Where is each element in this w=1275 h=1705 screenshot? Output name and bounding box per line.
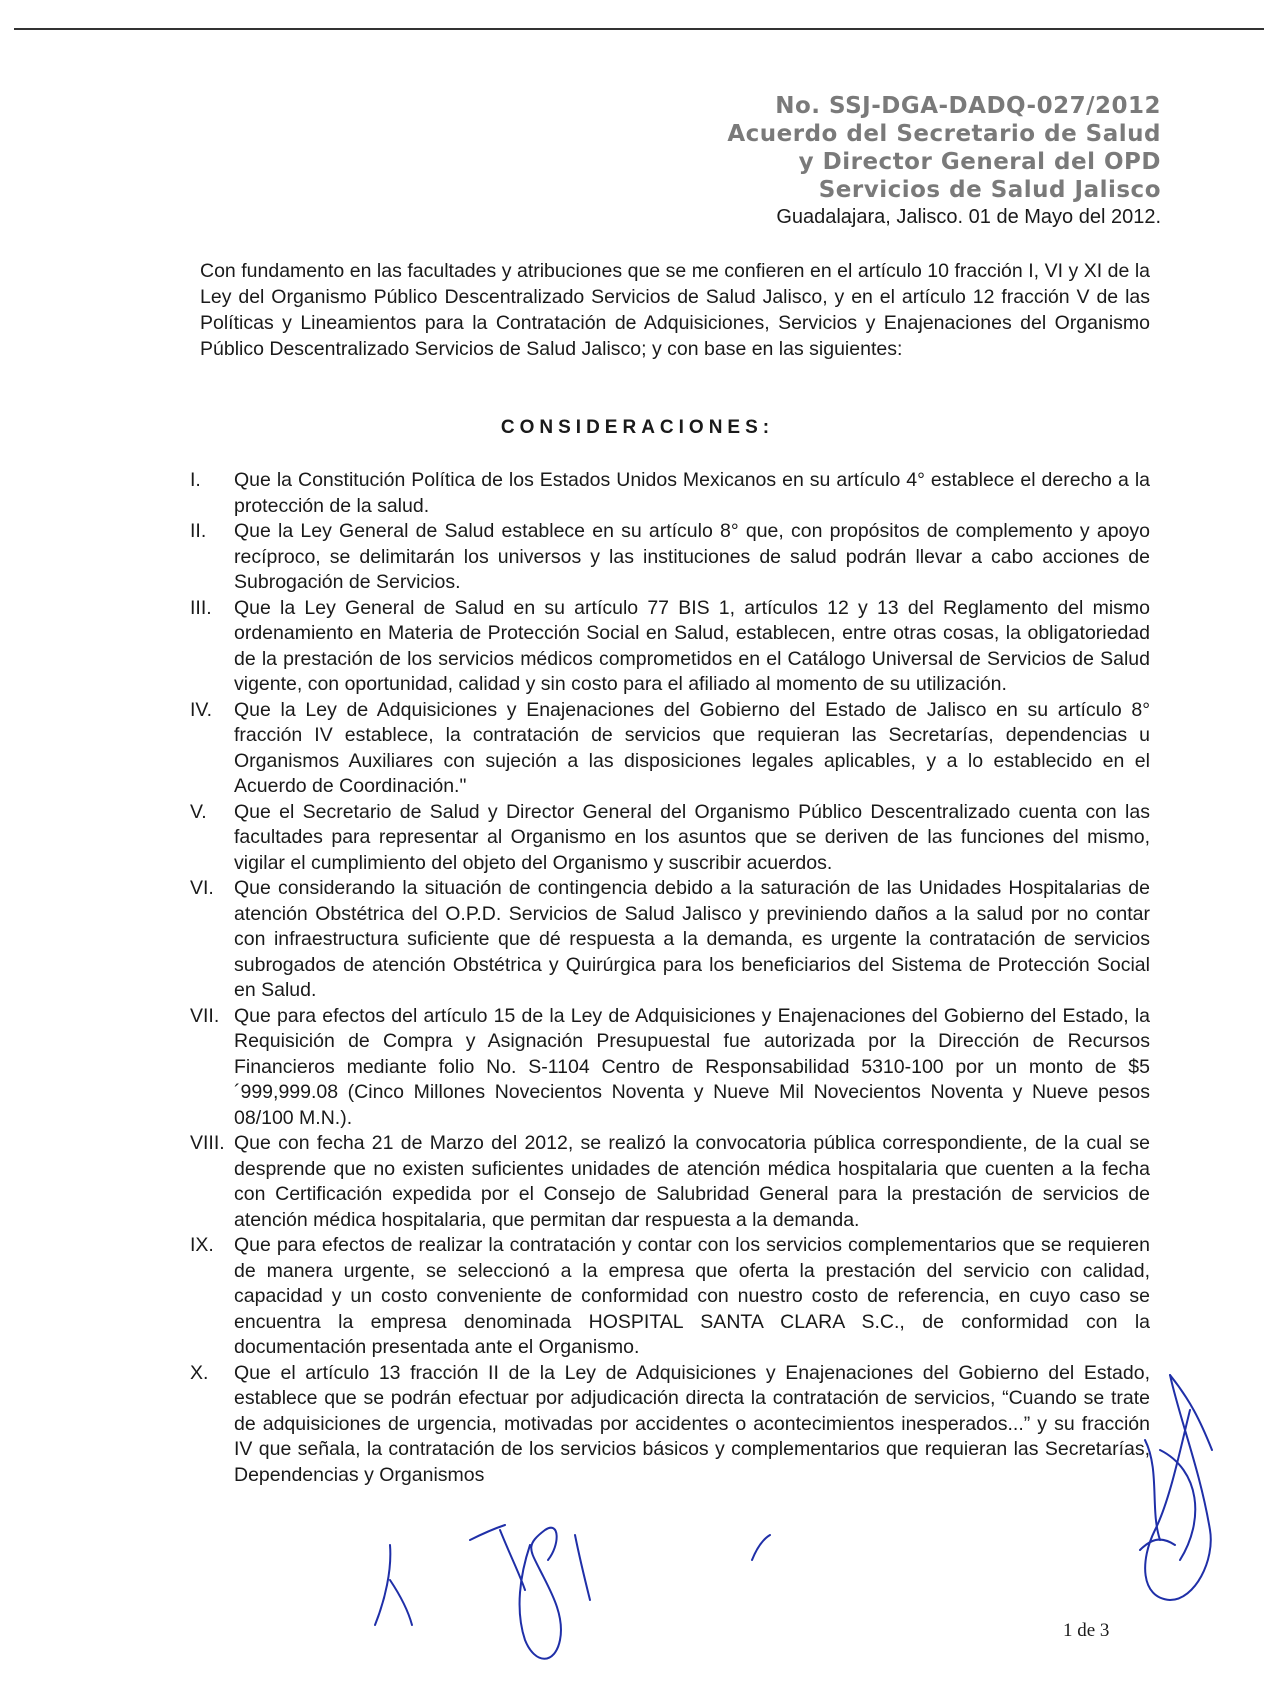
item-text: Que la Constitución Política de los Estados Unidos Mexicanos en su artículo 4° establece el derecho a la protección de la salud. (234, 469, 1150, 517)
consideration-item (190, 800, 1150, 877)
top-rule (14, 28, 1264, 30)
header-title-line-3: Servicios de Salud Jalisco (818, 177, 1161, 203)
header-title-line-2: y Director General del OPD (798, 149, 1161, 175)
item-number: I. (190, 469, 201, 491)
consideration-item (190, 1004, 1150, 1132)
document-date: Guadalajara, Jalisco. 01 de Mayo del 2012. (776, 206, 1161, 228)
item-number: IV. (190, 698, 213, 721)
document-header (727, 92, 1161, 204)
page-number: 1 de 3 (1063, 1620, 1110, 1641)
header-title-line-1: Acuerdo del Secretario de Salud (727, 121, 1161, 147)
item-text: Que la Ley General de Salud en su artículo 77 BIS 1, artículos 12 y 13 del Reglamento del mismo ordenamiento en Materia de Protección Social en Salud, establecen, entre otras cosas, la obligatoriedad de la prestación de los servicios médicos comprometidos en el Catálogo Universal de Servicios de Salud vigente, con oportunidad, calidad y sin costo para el afiliado al momento de su utilización. (234, 596, 1150, 695)
item-text: Que la Ley de Adquisiciones y Enajenaciones del Gobierno del Estado de Jalisco en su artículo 8° fracción IV establece, la contratación de servicios que requieran las Secretarías, dependencias u Organismos Auxiliares con sujeción a las disposiciones legales aplicables, y a lo establecido en el Acuerdo de Coordinación." (234, 698, 1150, 797)
item-text: Que con fecha 21 de Marzo del 2012, se realizó la convocatoria pública correspondiente, de la cual se desprende que no existen suficientes unidades de atención médica hospitalaria que cuenten a la fecha con Certificación expedida por el Consejo de Salubridad General para la prestación de servicios de atención médica hospitalaria, que permitan dar respuesta a la demanda. (234, 1132, 1150, 1231)
item-text: Que el artículo 13 fracción II de la Ley de Adquisiciones y Enajenaciones del Gobierno del Estado, establece que se podrán efectuar por adjudicación directa la contratación de servicios, “Cuando se trate de adquisiciones de urgencia, motivadas por accidentes o acontecimientos inesperados...” y su fracción IV que señala, la contratación de los servicios básicos y complementarios que requieran las Secretarías, Dependencias y Organismos (234, 1361, 1150, 1486)
consideration-item (190, 1361, 1150, 1489)
item-number: IX. (190, 1234, 214, 1256)
item-number: V. (190, 800, 207, 823)
item-number: II. (190, 520, 207, 542)
item-number: III. (190, 596, 212, 619)
item-text: Que para efectos de realizar la contratación y contar con los servicios complementarios que se requieren de manera urgente, se seleccionó a la empresa que oferta la prestación del servicio con calidad, capacidad y un costo conveniente de conformidad con nuestro costo de referencia, en cuyo caso se encuentra la empresa denominada HOSPITAL SANTA CLARA S.C., de conformidad con la documentación presentada ante el Organismo. (234, 1234, 1150, 1358)
item-text: Que considerando la situación de contingencia debido a la saturación de las Unidades Hospitalarias de atención Obstétrica del O.P.D. Servicios de Salud Jalisco y previniendo daños a la salud por no contar con infraestructura suficiente que dé respuesta a la demanda, es urgente la contratación de servicios subrogados de atención Obstétrica y Quirúrgica para los beneficiarios del Sistema de Protección Social en Salud. (234, 877, 1150, 1001)
consideration-item (190, 519, 1150, 596)
item-number: X. (190, 1361, 209, 1384)
section-heading: CONSIDERACIONES: (500, 417, 775, 438)
considerations-list (190, 468, 1150, 1488)
consideration-item (190, 1233, 1150, 1361)
intro-paragraph: Con fundamento en las facultades y atribuciones que se me confieren en el artículo 10 fracción I, VI y XI de la Ley del Organismo Público Descentralizado Servicios de Salud Jalisco, y en el artículo 12 fracción V de las Políticas y Lineamientos para la Contratación de Adquisiciones, Servicios y Enajenaciones del Organismo Público Descentralizado Servicios de Salud Jalisco; y con base en las siguientes: (200, 260, 1150, 360)
consideration-item (190, 876, 1150, 1004)
item-text: Que la Ley General de Salud establece en su artículo 8° que, con propósitos de complemento y apoyo recíproco, se delimitarán los universos y las instituciones de salud podrán llevar a cabo acciones de Subrogación de Servicios. (234, 520, 1150, 593)
document-number: No. SSJ-DGA-DADQ-027/2012 (775, 93, 1161, 119)
consideration-item (190, 1131, 1150, 1233)
consideration-item (190, 468, 1150, 519)
item-text: Que el Secretario de Salud y Director General del Organismo Público Descentralizado cuenta con las facultades para representar al Organismo en los asuntos que se deriven de las funciones del mismo, vigilar el cumplimiento del objeto del Organismo y suscribir acuerdos. (234, 800, 1150, 874)
item-number: VIII. (190, 1132, 225, 1154)
consideration-item (190, 596, 1150, 698)
consideration-item (190, 698, 1150, 800)
item-text: Que para efectos del artículo 15 de la Ley de Adquisiciones y Enajenaciones del Gobierno del Estado, la Requisición de Compra y Asignación Presupuestal fue autorizada por la Dirección de Recursos Financieros mediante folio No. S-1104 Centro de Responsabilidad 5310-100 por un monto de $5´999,999.08 (Cinco Millones Novecientos Noventa y Nueve Mil Novecientos Noventa y Nueve pesos 08/100 M.N.). (234, 1004, 1150, 1129)
item-number: VI. (190, 877, 214, 899)
item-number: VII. (190, 1004, 220, 1027)
